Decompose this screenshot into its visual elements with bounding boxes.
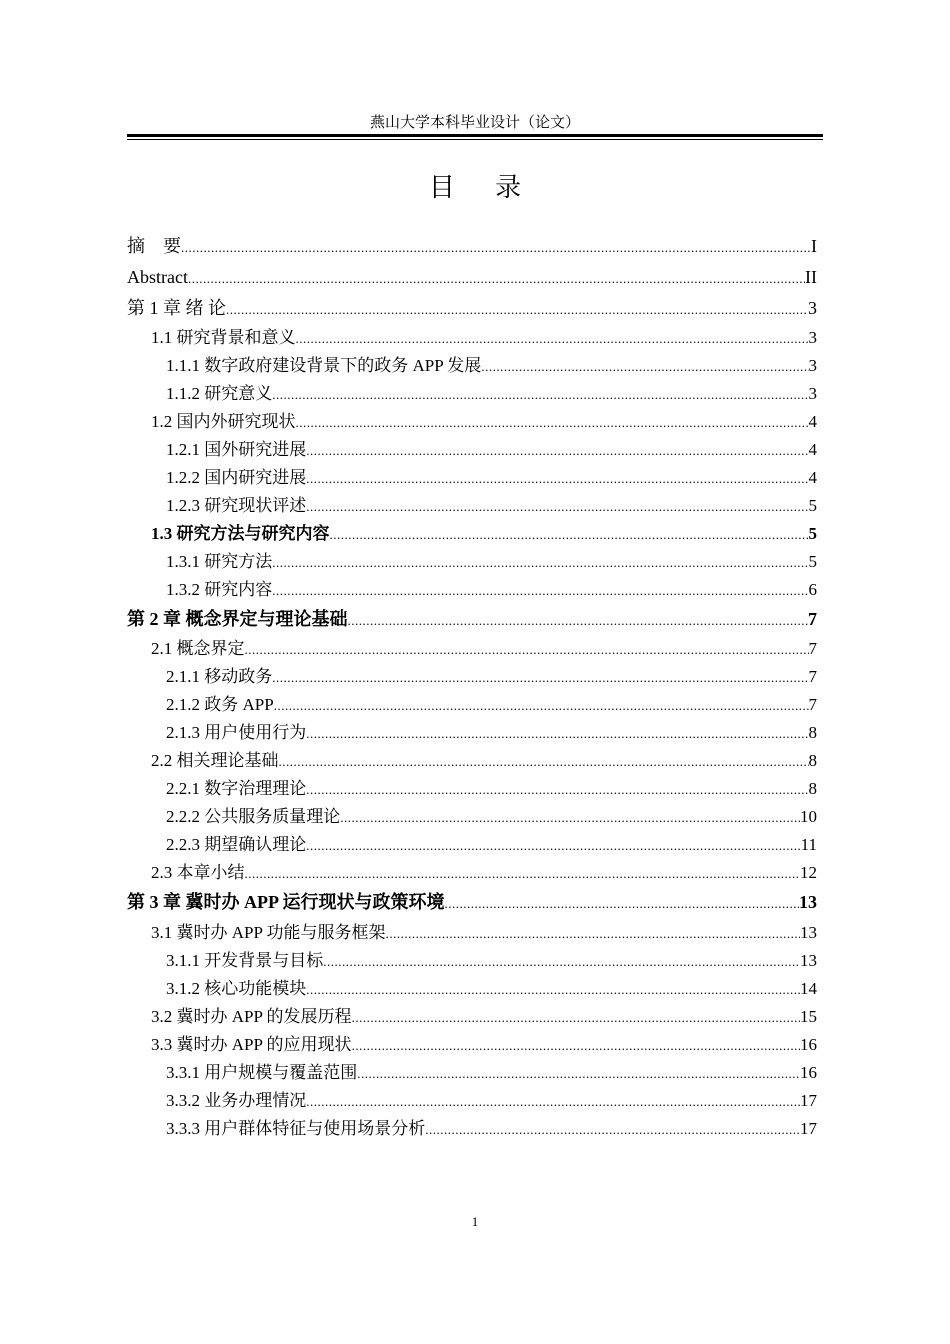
toc-entry[interactable]	[166, 947, 817, 975]
toc-dot-leader	[272, 664, 808, 691]
toc-dot-leader	[279, 748, 809, 775]
page-number: 1	[471, 1214, 479, 1229]
toc-entry-page-number: 7	[808, 639, 817, 658]
toc-entry[interactable]	[166, 831, 817, 859]
toc-entry[interactable]	[166, 775, 817, 803]
toc-dot-leader	[425, 1116, 800, 1143]
toc-entry[interactable]	[166, 436, 817, 464]
toc-dot-leader	[296, 325, 809, 352]
toc-dot-leader	[306, 437, 808, 464]
toc-dot-leader	[323, 948, 800, 975]
toc-entry-page-number: 11	[800, 835, 817, 854]
toc-entry[interactable]	[166, 1059, 817, 1087]
toc-dot-leader	[340, 804, 800, 831]
toc-entry-page-number: 6	[808, 580, 817, 599]
toc-entry-label: 2.2.3 期望确认理论	[166, 835, 307, 854]
toc-dot-leader	[245, 636, 809, 663]
toc-dot-leader	[357, 1060, 800, 1087]
toc-entry-label: 1.1 研究背景和意义	[151, 328, 296, 347]
toc-entry-label: 2.1.1 移动政务	[166, 667, 273, 686]
running-header: 燕山大学本科毕业设计（论文）	[369, 115, 580, 131]
toc-entry-label: 第 3 章 冀时办 APP 运行现状与政策环境	[127, 892, 445, 912]
toc-entry[interactable]	[166, 719, 817, 747]
toc-entry-label: 第 1 章 绪 论	[127, 298, 226, 318]
toc-entry[interactable]	[166, 464, 817, 492]
toc-entry-page-number: 8	[808, 751, 817, 770]
toc-dot-leader	[352, 1004, 800, 1031]
toc-entry-page-number: 3	[808, 328, 817, 347]
toc-entry-label: 1.3 研究方法与研究内容	[151, 524, 330, 543]
toc-dot-leader	[296, 409, 809, 436]
toc-entry[interactable]	[166, 1087, 817, 1115]
toc-entry-label: 第 2 章 概念界定与理论基础	[127, 609, 348, 629]
toc-entry-label: 1.2.2 国内研究进展	[166, 468, 307, 487]
toc-entry-page-number: 12	[800, 863, 817, 882]
toc-entry-label: 1.1.2 研究意义	[166, 384, 273, 403]
toc-entry-label: 2.1 概念界定	[151, 639, 245, 658]
toc-entry[interactable]	[127, 888, 817, 916]
toc-entry-label: 2.2.1 数字治理理论	[166, 779, 307, 798]
toc-entry-page-number: 13	[799, 892, 817, 912]
toc-dot-leader	[481, 353, 808, 380]
toc-dot-leader	[188, 265, 805, 291]
toc-entry-label: 3.3.2 业务办理情况	[166, 1091, 307, 1110]
toc-entry-label: 3.1 冀时办 APP 功能与服务框架	[151, 923, 386, 942]
toc-entry-page-number: 8	[808, 779, 817, 798]
toc-dot-leader	[306, 776, 808, 803]
toc-entry[interactable]	[151, 324, 817, 352]
toc-entry-label: 2.1.2 政务 APP	[166, 695, 274, 714]
toc-entry[interactable]	[151, 408, 817, 436]
toc-dot-leader	[445, 890, 800, 916]
toc-entry-label: 1.2.1 国外研究进展	[166, 440, 307, 459]
toc-entry[interactable]	[166, 663, 817, 691]
toc-entry-page-number: 4	[808, 440, 817, 459]
toc-entry-page-number: 17	[800, 1091, 817, 1110]
toc-entry-label: 1.2.3 研究现状评述	[166, 496, 307, 515]
toc-dot-leader	[306, 720, 808, 747]
toc-entry-label: 2.3 本章小结	[151, 863, 245, 882]
toc-entry-page-number: 7	[808, 695, 817, 714]
toc-entry-page-number: 3	[808, 356, 817, 375]
toc-entry-label: 1.1.1 数字政府建设背景下的政务 APP 发展	[166, 356, 482, 375]
toc-dot-leader	[272, 381, 808, 408]
toc-dot-leader	[181, 234, 811, 260]
toc-entry-page-number: 5	[808, 552, 817, 571]
toc-entry-page-number: 17	[800, 1119, 817, 1138]
toc-entry[interactable]	[166, 492, 817, 520]
toc-dot-leader	[245, 860, 801, 887]
toc-entry[interactable]	[166, 576, 817, 604]
toc-entry-page-number: 15	[800, 1007, 817, 1026]
toc-entry-page-number: I	[811, 236, 817, 256]
toc-entry-label: 3.3.1 用户规模与覆盖范围	[166, 1063, 358, 1082]
toc-entry-label: 1.3.2 研究内容	[166, 580, 273, 599]
toc-title: 目 录	[428, 173, 538, 203]
toc-entry-page-number: 4	[808, 412, 817, 431]
toc-entry[interactable]	[151, 520, 817, 548]
toc-entry-label: 1.3.1 研究方法	[166, 552, 273, 571]
toc-entry-page-number: 13	[800, 923, 817, 942]
toc-entry-label: 1.2 国内外研究现状	[151, 412, 296, 431]
toc-entry-page-number: II	[805, 267, 817, 287]
toc-entry[interactable]	[151, 1031, 817, 1059]
toc-entry-label: 摘 要	[127, 236, 181, 256]
toc-dot-leader	[272, 549, 808, 576]
toc-dot-leader	[330, 521, 809, 548]
toc-dot-leader	[272, 577, 808, 604]
toc-entry-page-number: 16	[800, 1035, 817, 1054]
toc-entry-page-number: 16	[800, 1063, 817, 1082]
toc-entry-page-number: 7	[808, 609, 817, 629]
toc-entry-label: 2.2.2 公共服务质量理论	[166, 807, 341, 826]
toc-entry[interactable]	[127, 294, 817, 322]
toc-entry-label: 3.3 冀时办 APP 的应用现状	[151, 1035, 352, 1054]
toc-entry[interactable]	[151, 859, 817, 887]
toc-dot-leader	[306, 465, 808, 492]
toc-entry-page-number: 13	[800, 951, 817, 970]
toc-dot-leader	[306, 832, 800, 859]
toc-entry-page-number: 7	[808, 667, 817, 686]
toc-dot-leader	[306, 976, 800, 1003]
toc-entry-page-number: 10	[800, 807, 817, 826]
toc-entry[interactable]	[151, 919, 817, 947]
toc-dot-leader	[226, 296, 808, 322]
toc-entry[interactable]	[166, 803, 817, 831]
toc-entry[interactable]	[127, 232, 817, 260]
toc-dot-leader	[306, 1088, 800, 1115]
toc-entry[interactable]	[127, 605, 817, 633]
toc-dot-leader	[274, 692, 809, 719]
toc-entry[interactable]	[151, 1003, 817, 1031]
toc-entry[interactable]	[151, 635, 817, 663]
toc-entry[interactable]	[166, 548, 817, 576]
toc-dot-leader	[352, 1032, 800, 1059]
toc-entry[interactable]	[166, 380, 817, 408]
toc-entry-page-number: 4	[808, 468, 817, 487]
toc-entry-label: 3.1.1 开发背景与目标	[166, 951, 324, 970]
toc-entry-page-number: 5	[808, 496, 817, 515]
toc-entry-label: 3.3.3 用户群体特征与使用场景分析	[166, 1119, 426, 1138]
toc-entry-page-number: 8	[808, 723, 817, 742]
toc-entry-label: Abstract	[127, 267, 188, 287]
toc-dot-leader	[348, 607, 809, 633]
toc-dot-leader	[306, 493, 808, 520]
toc-entry[interactable]	[166, 691, 817, 719]
toc-entry-page-number: 5	[808, 524, 817, 543]
toc-entry-page-number: 14	[800, 979, 817, 998]
toc-entry[interactable]	[166, 352, 817, 380]
toc-entry[interactable]	[151, 747, 817, 775]
toc-entry[interactable]	[166, 975, 817, 1003]
toc-entry-label: 2.2 相关理论基础	[151, 751, 279, 770]
toc-dot-leader	[386, 920, 800, 947]
toc-entry-page-number: 3	[808, 384, 817, 403]
toc-entry-label: 2.1.3 用户使用行为	[166, 723, 307, 742]
toc-entry-label: 3.1.2 核心功能模块	[166, 979, 307, 998]
toc-entry-page-number: 3	[808, 298, 817, 318]
toc-entry-label: 3.2 冀时办 APP 的发展历程	[151, 1007, 352, 1026]
toc-entry[interactable]	[166, 1115, 817, 1143]
toc-entry[interactable]	[127, 263, 817, 291]
